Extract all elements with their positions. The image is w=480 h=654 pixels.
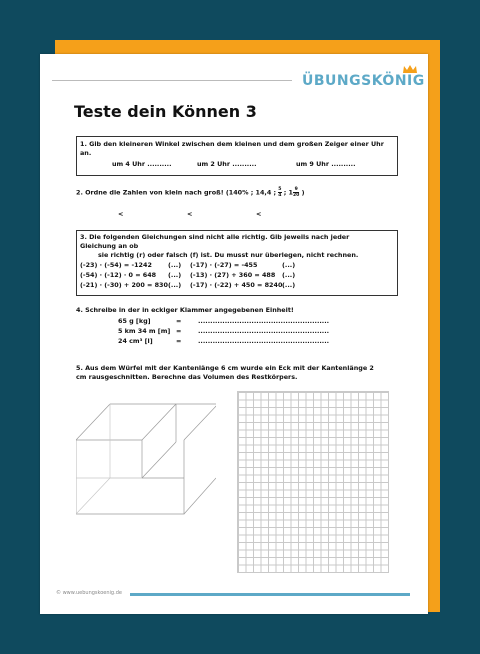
q4-row-1-unit: 65 g [kg] bbox=[118, 317, 151, 325]
q3-line2: Gleichung an ob bbox=[80, 242, 139, 250]
q3-row-3-ans-a: (...) bbox=[168, 281, 182, 289]
q2-fraction-1: $\frac{5}{4}$ bbox=[278, 187, 282, 198]
page-title: Teste dein Können 3 bbox=[74, 102, 257, 121]
header-rule bbox=[52, 80, 292, 81]
q4-prompt: 4. Schreibe in der in eckiger Klammer angegebenen Einheit! bbox=[76, 306, 294, 314]
q3-row-2-ans-b: (...) bbox=[282, 271, 296, 279]
worksheet-page bbox=[40, 54, 428, 614]
q4-row-2-blank: ...................................................... bbox=[198, 327, 330, 335]
q4-row-2-unit: 5 km 34 m [m] bbox=[118, 327, 171, 335]
q2-mixed-whole: 1 bbox=[288, 188, 293, 197]
q5-line2: cm rausgeschnitten. Berechne das Volumen des Restkörpers. bbox=[76, 373, 298, 381]
q2-text: 2. Ordne die Zahlen von klein nach groß! (140% ; 14,4 ; bbox=[76, 188, 277, 197]
q1-line1: 1. Gib den kleineren Winkel zwischen dem kleinen und dem großen Zeiger einer Uhr bbox=[80, 140, 384, 148]
q3-line3: sie richtig (r) oder falsch (f) ist. Du musst nur überlegen, nicht rechnen. bbox=[98, 251, 359, 259]
brand-logo: ÜBUNGSKÖNIG bbox=[302, 73, 425, 89]
q3-row-1-eq-b: (-17) · (-27) = -455 bbox=[190, 261, 258, 269]
q4-row-3-eq: = bbox=[176, 337, 182, 345]
q4-row-1-eq: = bbox=[176, 317, 182, 325]
q2-prompt: 2. Ordne die Zahlen von klein nach groß! (140% ; 14,4 ; $\frac{5}{4}$ ; 1 $\frac{9}{20}$ ) bbox=[76, 187, 305, 198]
q4-row-3-unit: 24 cm³ [l] bbox=[118, 337, 153, 345]
q3-row-3-ans-b: (...) bbox=[282, 281, 296, 289]
cube-drawing bbox=[76, 392, 216, 517]
q2-less-than-3: < bbox=[256, 210, 262, 218]
footer-rule bbox=[130, 593, 410, 596]
q3-row-1-ans-a: (...) bbox=[168, 261, 182, 269]
crown-icon bbox=[402, 64, 418, 74]
q3-row-1-ans-b: (...) bbox=[282, 261, 296, 269]
q2-less-than-1: < bbox=[118, 210, 124, 218]
q3-row-2-ans-a: (...) bbox=[168, 271, 182, 279]
q5-line1: 5. Aus dem Würfel mit der Kantenlänge 6 cm wurde ein Eck mit der Kantenlänge 2 bbox=[76, 364, 374, 372]
q3-row-1-eq-a: (-23) · (-54) = -1242 bbox=[80, 261, 152, 269]
q1-option-b: um 2 Uhr .......... bbox=[197, 160, 257, 168]
q4-row-3-blank: ...................................................... bbox=[198, 337, 330, 345]
q3-row-3-eq-a: (-21) · (-30) + 200 = 830 bbox=[80, 281, 168, 289]
graph-paper-grid bbox=[237, 391, 389, 573]
q2-fraction-2: $\frac{9}{20}$ bbox=[292, 187, 300, 198]
q4-row-1-blank: ...................................................... bbox=[198, 317, 330, 325]
q3-row-2-eq-b: (-13) · (27) + 360 = 488 bbox=[190, 271, 276, 279]
q3-row-3-eq-b: (-17) · (-22) + 450 = 8240 bbox=[190, 281, 283, 289]
footer-copyright: © www.uebungskoenig.de bbox=[56, 590, 122, 596]
q1-option-a: um 4 Uhr .......... bbox=[112, 160, 172, 168]
q4-row-2-eq: = bbox=[176, 327, 182, 335]
q1-option-c: um 9 Uhr .......... bbox=[296, 160, 356, 168]
q2-less-than-2: < bbox=[187, 210, 193, 218]
q3-line1: 3. Die folgenden Gleichungen sind nicht alle richtig. Gib jeweils nach jeder bbox=[80, 233, 350, 241]
q3-row-2-eq-a: (-54) · (-12) · 0 = 648 bbox=[80, 271, 157, 279]
q1-line2: an. bbox=[80, 149, 92, 157]
